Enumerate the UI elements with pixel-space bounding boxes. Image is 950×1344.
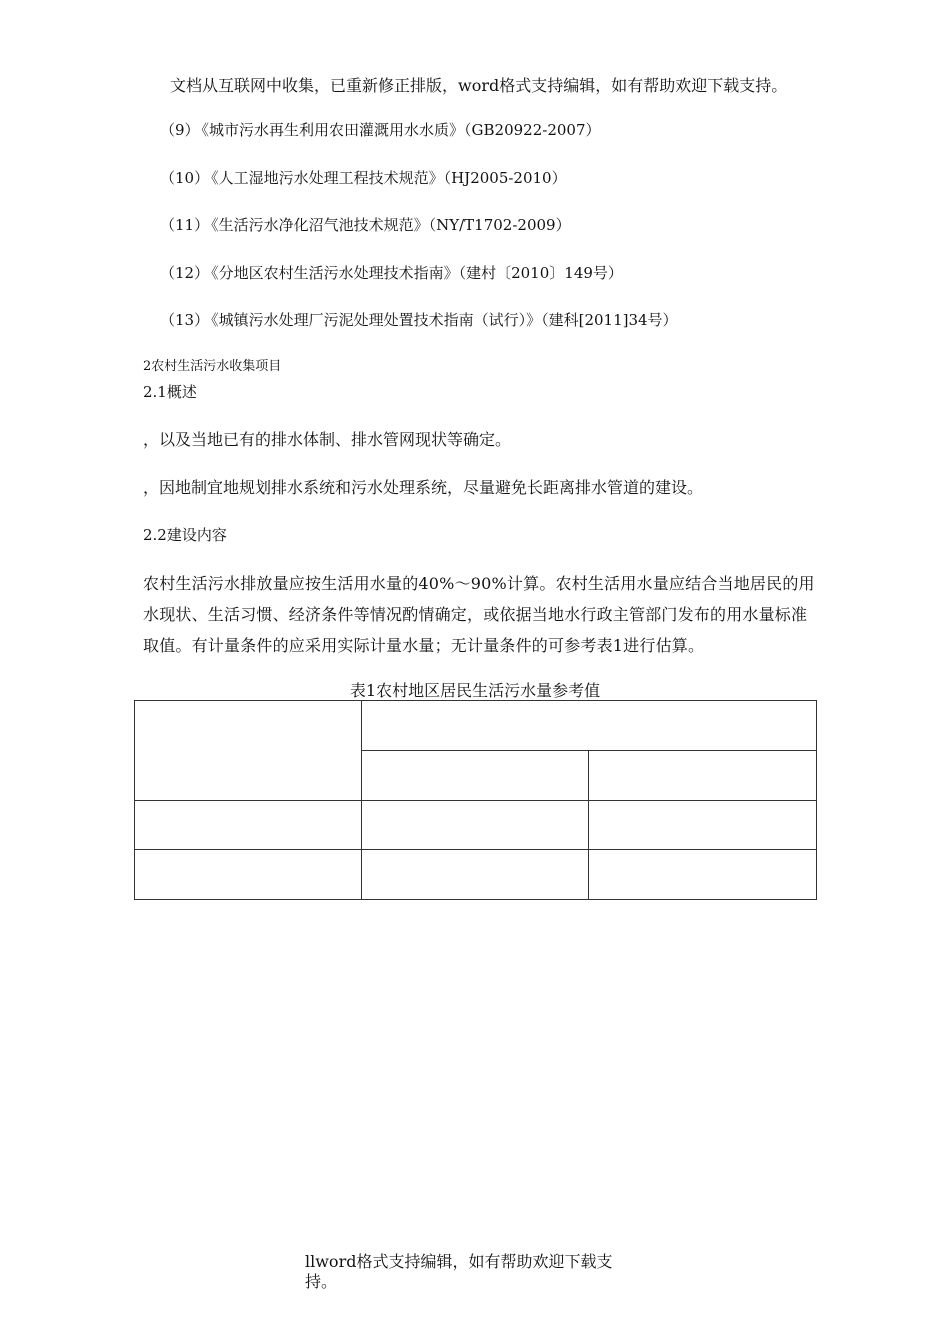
table-cell: [589, 850, 817, 900]
table-caption: 表1农村地区居民生活污水量参考值: [349, 681, 601, 700]
reference-item: [160, 168, 567, 188]
reference-title: 《生活污水净化沼气池技术规范》（NY/T1702-2009）: [211, 216, 571, 234]
document-header-note: 文档从互联网中收集，已重新修正排版，word格式支持编辑，如有帮助欢迎下载支持。: [170, 76, 788, 95]
table-cell: [362, 850, 589, 900]
reference-number: （12）: [160, 264, 210, 282]
subsection-heading-overview: 2.1概述: [143, 383, 197, 401]
table-header-cell: [362, 751, 589, 801]
reference-number: （10）: [160, 169, 210, 187]
table-cell: [135, 850, 362, 900]
reference-item: [160, 215, 571, 235]
reference-item: [160, 120, 601, 140]
reference-title: 《人工湿地污水处理工程技术规范》（HJ2005-2010）: [211, 169, 567, 187]
subsection-heading-construction: 2.2建设内容: [143, 526, 227, 544]
table-header-cell: [135, 701, 362, 801]
reference-number: （13）: [160, 311, 210, 329]
document-footer-note: llword格式支持编辑，如有帮助欢迎下载支持。: [305, 1252, 613, 1291]
reference-title: 《分地区农村生活污水处理技术指南》（建村〔2010〕149号）: [211, 264, 623, 282]
reference-item: [160, 263, 623, 283]
body-text-line: ，以及当地已有的排水体制、排水管网现状等确定。: [143, 430, 512, 449]
reference-number: （9）: [160, 121, 200, 139]
reference-title: 《城市污水再生利用农田灌溉用水水质》（GB20922-2007）: [201, 121, 601, 139]
body-paragraph: 农村生活污水排放量应按生活用水量的40%～90%计算。农村生活用水量应结合当地居民的用水现状、生活习惯、经济条件等情况酌情确定，或依据当地水行政主管部门发布的用水量标准取值。有计量条件的应采用实际计量水量；无计量条件的可参考表1进行估算。: [143, 574, 815, 655]
sewage-reference-table: [134, 700, 817, 900]
table-header-cell: [589, 751, 817, 801]
reference-number: （11）: [160, 216, 210, 234]
section-heading: 2农村生活污水收集项目: [143, 359, 282, 374]
body-text-line: ，因地制宜地规划排水系统和污水处理系统，尽量避免长距离排水管道的建设。: [143, 478, 704, 497]
reference-title: 《城镇污水处理厂污泥处理处置技术指南（试行）》（建科[2011]34号）: [211, 311, 678, 329]
table-cell: [135, 801, 362, 850]
table-cell: [362, 801, 589, 850]
table-cell: [589, 801, 817, 850]
table-header-cell: [362, 701, 817, 751]
reference-item: [160, 310, 678, 330]
